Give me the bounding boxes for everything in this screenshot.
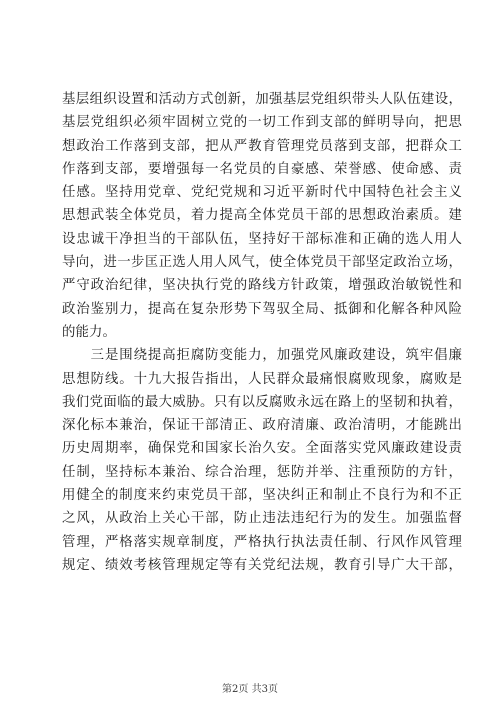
text-line: 基层党组织必须牢固树立党的一切工作到支部的鲜明导向，把思 — [62, 115, 462, 131]
text-line: 之风，从政治上关心干部，防止违法违纪行为的发生。加强监督 — [62, 511, 462, 527]
text-line: 设忠诚干净担当的干部队伍，坚持好干部标准和正确的选人用人 — [62, 231, 462, 247]
page-number-footer: 第2页 共3页 — [222, 684, 278, 695]
text-line: 深化标本兼治，保证干部清正、政府清廉、政治清明，才能跳出 — [62, 418, 462, 434]
text-line: 规定、绩效考核管理规定等有关党纪法规，教育引导广大干部， — [62, 557, 462, 573]
text-line: 任制，坚持标本兼治、综合治理，惩防并举、注重预防的方针， — [62, 464, 462, 480]
text-line: 思想防线。十九大报告指出，人民群众最痛恨腐败现象，腐败是 — [62, 371, 462, 387]
text-line: 政治鉴别力，提高在复杂形势下驾驭全局、抵御和化解各种风险 — [62, 301, 462, 317]
text-line: 思想武装全体党员，着力提高全体党员干部的思想政治素质。建 — [62, 208, 462, 224]
text-line-paragraph-start: 三是围绕提高拒腐防变能力，加强党风廉政建设，筑牢倡廉 — [62, 348, 462, 364]
text-line: 作落到支部，要增强每一名党员的自豪感、荣誉感、使命感、责 — [62, 161, 462, 177]
text-line: 我们党面临的最大威胁。只有以反腐败永远在路上的坚韧和执着， — [62, 394, 462, 410]
text-line: 想政治工作落到支部，把从严教育管理党员落到支部，把群众工 — [62, 138, 462, 154]
text-line: 严守政治纪律，坚决执行党的路线方针政策，增强政治敏锐性和 — [62, 278, 462, 294]
text-line: 基层组织设置和活动方式创新，加强基层党组织带头人队伍建设， — [62, 92, 462, 107]
text-line: 历史周期率，确保党和国家长治久安。全面落实党风廉政建设责 — [62, 441, 462, 457]
body-text — [62, 88, 462, 577]
text-line-paragraph-end: 的能力。 — [62, 324, 116, 340]
text-line: 任感。坚持用党章、党纪党规和习近平新时代中国特色社会主义 — [62, 185, 462, 201]
text-line: 管理，严格落实规章制度，严格执行执法责任制、行风作风管理 — [62, 534, 462, 550]
text-line: 导向，进一步匡正选人用人风气，使全体党员干部坚定政治立场， — [62, 255, 462, 271]
text-line: 用健全的制度来约束党员干部，坚决纠正和制止不良行为和不正 — [62, 488, 462, 504]
